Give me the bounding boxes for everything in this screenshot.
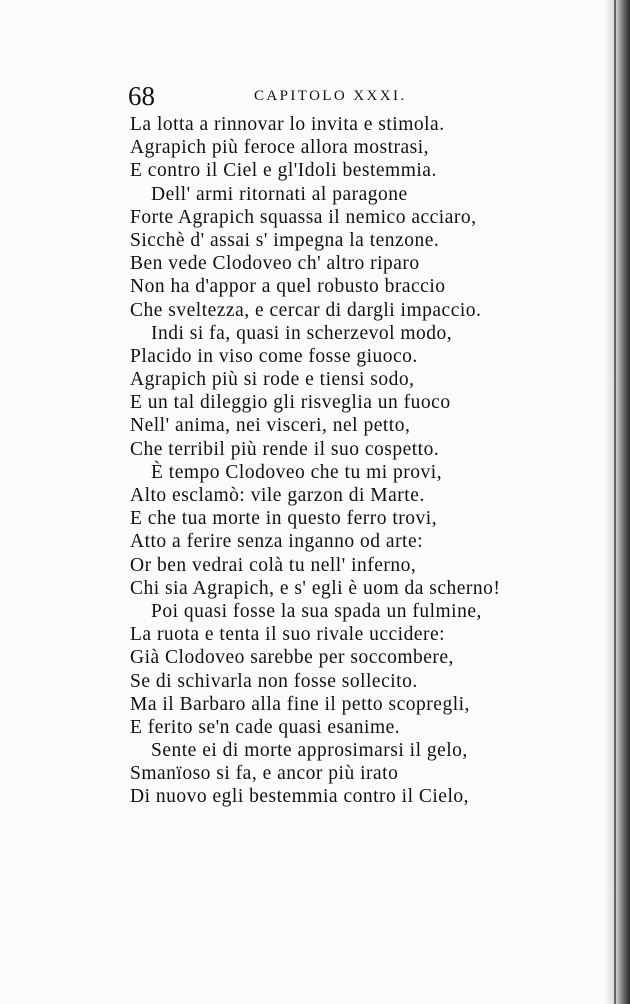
verse-block bbox=[130, 113, 560, 809]
verse-line: Atto a ferire senza inganno od arte: bbox=[130, 531, 424, 553]
running-title: CAPITOLO XXXI. bbox=[254, 88, 407, 104]
verse-line: E un tal dileggio gli risveglia un fuoco bbox=[130, 392, 451, 414]
page-gutter-shadow bbox=[604, 0, 630, 1004]
verse-line: La ruota e tenta il suo rivale uccidere: bbox=[130, 624, 446, 646]
verse-line: Chi sia Agrapich, e s' egli è uom da scherno! bbox=[130, 577, 501, 599]
verse-line: Smanïoso si fa, e ancor più irato bbox=[130, 763, 399, 785]
page-number: 68 bbox=[128, 81, 155, 111]
verse-line: Nell' anima, nei visceri, nel petto, bbox=[130, 415, 411, 437]
verse-line: Sicchè d' assai s' impegna la tenzone. bbox=[130, 229, 440, 251]
verse-line: Agrapich più si rode e tiensi sodo, bbox=[130, 369, 415, 391]
verse-line: Già Clodoveo sarebbe per soccombere, bbox=[130, 647, 454, 669]
stanza-first-line: Sente ei di morte approsimarsi il gelo, bbox=[151, 740, 468, 762]
verse-line: Se di schivarla non fosse sollecito. bbox=[130, 670, 418, 692]
verse-line: Alto esclamò: vile garzon di Marte. bbox=[130, 485, 425, 506]
verse-line: E contro il Ciel e gl'Idoli bestemmia. bbox=[130, 160, 437, 182]
verse-line: Che sveltezza, e cercar di dargli impaccio. bbox=[130, 299, 482, 321]
verse-line: La lotta a rinnovar lo invita e stimola. bbox=[130, 114, 445, 135]
verse-line: Forte Agrapich squassa il nemico acciaro, bbox=[130, 206, 477, 228]
verse-line: E ferito se'n cade quasi esanime. bbox=[130, 716, 401, 738]
verse-line: Di nuovo egli bestemmia contro il Cielo, bbox=[130, 786, 469, 808]
verse-line: Non ha d'appor a quel robusto braccio bbox=[130, 276, 446, 298]
verse-line: Ma il Barbaro alla fine il petto scopregli, bbox=[130, 693, 470, 715]
stanza-first-line: Dell' armi ritornati al paragone bbox=[151, 183, 408, 205]
page-edge-line bbox=[614, 0, 616, 1004]
verse-line: Or ben vedrai colà tu nell' inferno, bbox=[130, 554, 417, 576]
verse-line: Agrapich più feroce allora mostrasi, bbox=[130, 137, 430, 159]
page-header bbox=[128, 80, 548, 112]
verse-line: Placido in viso come fosse giuoco. bbox=[130, 345, 418, 367]
verse-line: Che terribil più rende il suo cospetto. bbox=[130, 438, 440, 460]
stanza-first-line: È tempo Clodoveo che tu mi provi, bbox=[151, 461, 443, 483]
stanza-first-line: Indi si fa, quasi in scherzevol modo, bbox=[151, 322, 453, 344]
stanza-first-line: Poi quasi fosse la sua spada un fulmine, bbox=[151, 600, 482, 622]
verse-line: Ben vede Clodoveo ch' altro riparo bbox=[130, 253, 420, 275]
verse-line: E che tua morte in questo ferro trovi, bbox=[130, 508, 438, 530]
